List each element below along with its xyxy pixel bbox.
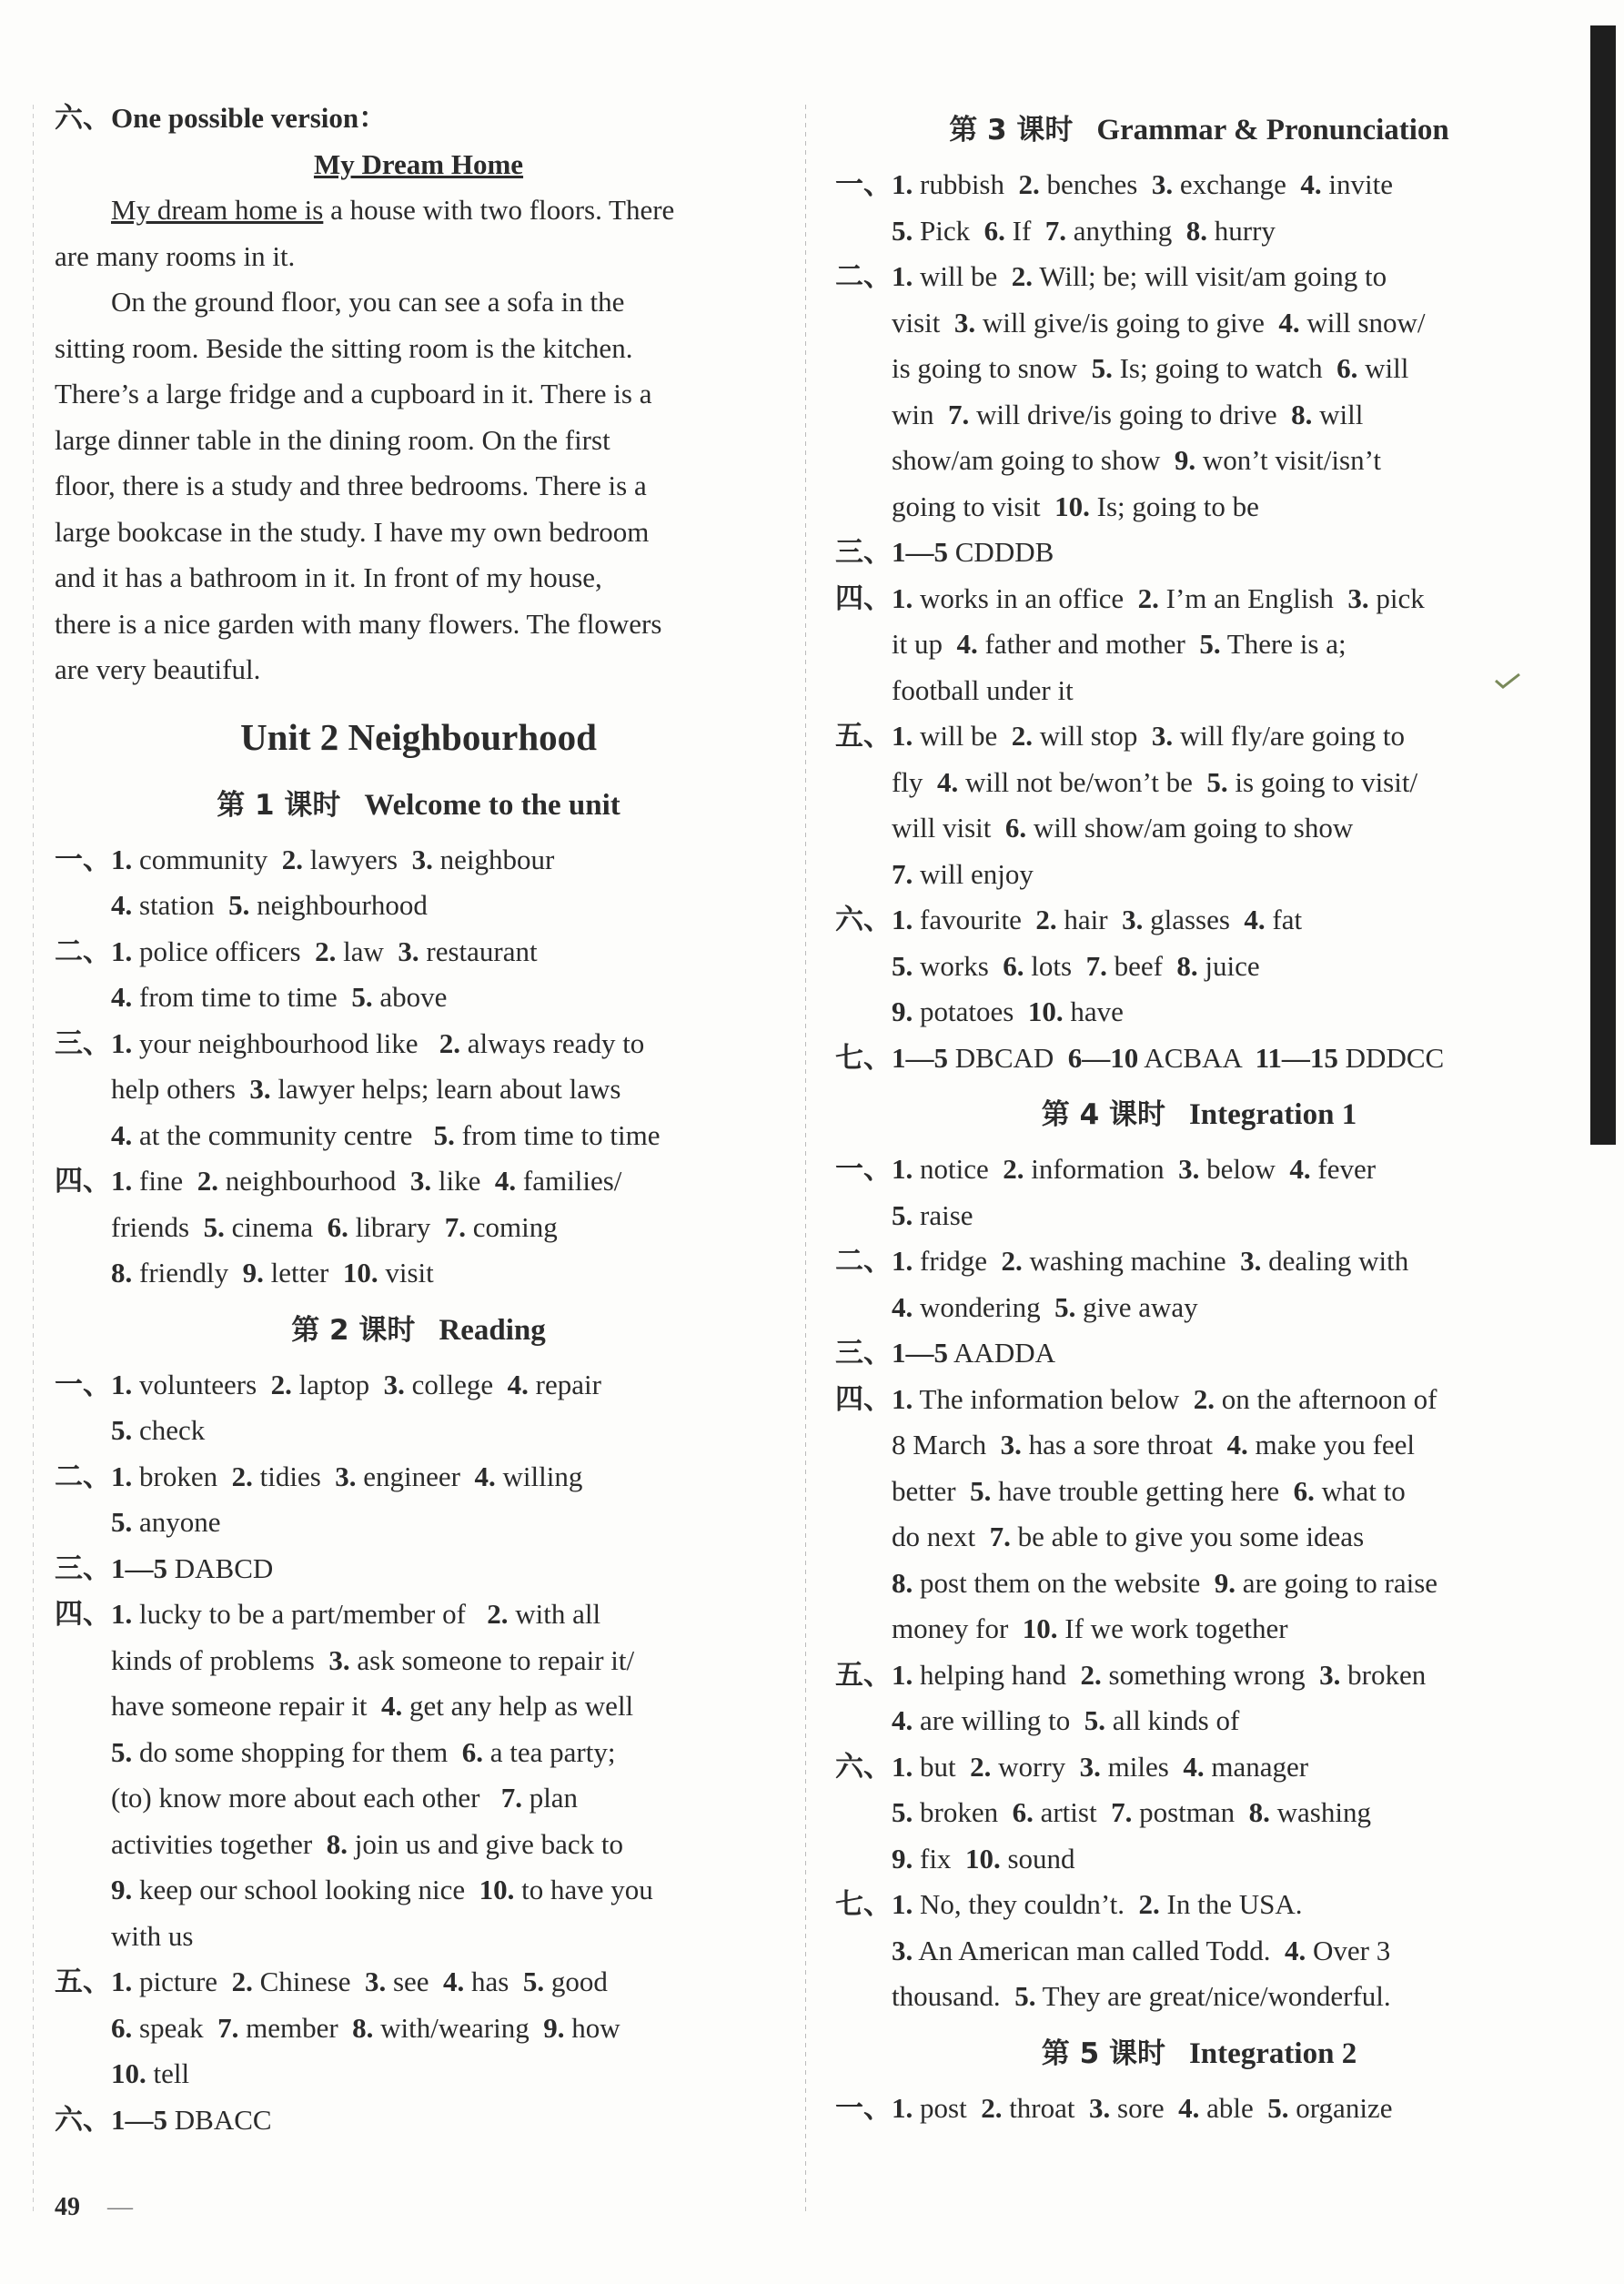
question-number: 六、 bbox=[835, 1750, 892, 1783]
answer-line bbox=[55, 837, 782, 884]
pen-check-mark-icon bbox=[1494, 672, 1521, 690]
answer-text: 5. raise bbox=[892, 1198, 973, 1231]
answer-text: (to) know more about each other 7. plan bbox=[111, 1782, 579, 1814]
answer-line bbox=[835, 668, 1563, 714]
question-number: 二、 bbox=[55, 1460, 111, 1492]
answer-text: 1. lucky to be a part/member of 2. with all bbox=[111, 1598, 601, 1630]
answer-line bbox=[835, 760, 1563, 806]
answer-line bbox=[55, 2006, 782, 2052]
answer-text: 1. fine 2. neighbourhood 3. like 4. families/ bbox=[111, 1165, 622, 1197]
question-number: 一、 bbox=[835, 168, 892, 200]
answer-text: 9. keep our school looking nice 10. to have you bbox=[111, 1874, 653, 1905]
answer-line bbox=[55, 1546, 782, 1592]
answer-text: 1. rubbish 2. benches 3. exchange 4. invite bbox=[892, 168, 1393, 200]
answer-text: 1. volunteers 2. laptop 3. college 4. repair bbox=[111, 1368, 601, 1400]
answer-line bbox=[835, 1698, 1563, 1744]
question-number: 四、 bbox=[55, 1598, 111, 1630]
answer-line bbox=[835, 346, 1563, 392]
answer-text: 8 March 3. has a sore throat 4. make you feel bbox=[892, 1429, 1416, 1460]
answer-text: will visit 6. will show/am going to show bbox=[892, 812, 1354, 844]
answer-line bbox=[835, 1285, 1563, 1331]
answer-line bbox=[55, 1454, 782, 1501]
answer-text: 6. speak 7. member 8. with/wearing 9. how bbox=[111, 2011, 620, 2044]
answer-line bbox=[835, 1974, 1563, 2020]
question-number: 七、 bbox=[835, 1888, 892, 1920]
answer-text: 1. favourite 2. hair 3. glasses 4. fat bbox=[892, 904, 1303, 935]
essay-line: sitting room. Beside the sitting room is the kitchen. bbox=[55, 331, 633, 364]
answer-text: 1. The information below 2. on the afternoon of bbox=[892, 1382, 1437, 1415]
essay-line: there is a nice garden with many flowers. The flowers bbox=[55, 607, 662, 640]
answer-line bbox=[835, 1036, 1563, 1082]
question-number: 七、 bbox=[835, 1041, 892, 1074]
answer-line bbox=[835, 713, 1563, 760]
answer-text: 1. community 2. lawyers 3. neighbour bbox=[111, 843, 555, 875]
answer-text: 1. but 2. worry 3. miles 4. manager bbox=[892, 1750, 1309, 1783]
answer-text: 1. post 2. throat 3. sore 4. able 5. organize bbox=[892, 2091, 1393, 2124]
question-number: 一、 bbox=[55, 843, 111, 875]
answer-line bbox=[55, 1362, 782, 1409]
answer-line bbox=[835, 1193, 1563, 1239]
answer-text: visit 3. will give/is going to give 4. will snow/ bbox=[892, 306, 1426, 339]
answer-text: 1—5 AADDA bbox=[892, 1337, 1055, 1369]
question-number: 五、 bbox=[835, 1658, 892, 1691]
answer-text: activities together 8. join us and give back to bbox=[111, 1827, 624, 1860]
question-number: 一、 bbox=[55, 1368, 111, 1400]
answer-text: 1. picture 2. Chinese 3. see 4. has 5. good bbox=[111, 1966, 608, 1997]
answer-line bbox=[55, 1158, 782, 1205]
essay-line: are very beautiful. bbox=[55, 653, 261, 685]
answer-text: 5. Pick 6. If 7. anything 8. hurry bbox=[892, 214, 1276, 247]
answer-line bbox=[55, 2097, 782, 2144]
answer-text: 3. An American man called Todd. 4. Over 3 bbox=[892, 1934, 1391, 1966]
answer-line bbox=[835, 1928, 1563, 1975]
answer-line bbox=[835, 530, 1563, 576]
answer-line bbox=[835, 1377, 1563, 1423]
answer-line bbox=[55, 1730, 782, 1776]
answer-text: 1—5 DBACC bbox=[111, 2103, 272, 2136]
question-number: 一、 bbox=[835, 2091, 892, 2124]
answer-line bbox=[835, 1561, 1563, 1607]
answer-line bbox=[55, 1205, 782, 1251]
lesson4-answers bbox=[835, 1147, 1563, 2020]
answer-text: friends 5. cinema 6. library 7. coming bbox=[111, 1210, 558, 1243]
answer-line bbox=[835, 1147, 1563, 1193]
answer-line bbox=[55, 1867, 782, 1914]
answer-text: thousand. 5. They are great/nice/wonderful. bbox=[892, 1980, 1391, 2012]
question-number: 五、 bbox=[55, 1966, 111, 1997]
answer-line bbox=[55, 1959, 782, 2006]
question-number: 二、 bbox=[835, 260, 892, 292]
page-edge-bar bbox=[1590, 25, 1616, 1145]
answer-text: 4. from time to time 5. above bbox=[111, 981, 448, 1013]
answer-line bbox=[55, 1250, 782, 1297]
answer-line bbox=[55, 1021, 782, 1067]
essay-underlined: My dream home is bbox=[111, 194, 324, 226]
answer-text: with us bbox=[111, 1919, 194, 1952]
answer-line bbox=[835, 484, 1563, 531]
lesson-heading: 第 2 课时 Reading bbox=[291, 1313, 546, 1347]
answer-line bbox=[55, 883, 782, 929]
answer-text: going to visit 10. Is; going to be bbox=[892, 490, 1259, 522]
question-number: 三、 bbox=[55, 1551, 111, 1584]
page-number-dash: — bbox=[107, 2193, 133, 2221]
answer-text: 10. tell bbox=[111, 2057, 190, 2089]
answer-line bbox=[835, 1330, 1563, 1377]
answer-text: 1. helping hand 2. something wrong 3. broken bbox=[892, 1658, 1427, 1691]
answer-line bbox=[835, 1652, 1563, 1699]
answer-line bbox=[55, 2051, 782, 2097]
essay-line: My dream home is a house with two floors. There bbox=[111, 194, 675, 226]
answer-line bbox=[835, 1790, 1563, 1836]
answer-line bbox=[835, 1882, 1563, 1928]
answer-line bbox=[55, 975, 782, 1021]
lesson1-answers bbox=[55, 837, 782, 1297]
answer-text: 4. wondering 5. give away bbox=[892, 1290, 1198, 1323]
answer-line bbox=[835, 1744, 1563, 1791]
answer-text: 7. will enjoy bbox=[892, 857, 1034, 890]
answer-text: it up 4. father and mother 5. There is a; bbox=[892, 628, 1347, 660]
answer-text: have someone repair it 4. get any help as well bbox=[111, 1690, 634, 1722]
essay-title: My Dream Home bbox=[313, 147, 524, 180]
answer-line bbox=[55, 1066, 782, 1113]
answer-line bbox=[835, 1514, 1563, 1561]
answer-text: 1—5 DABCD bbox=[111, 1551, 274, 1584]
answer-line bbox=[835, 989, 1563, 1036]
answer-text: do next 7. be able to give you some ideas bbox=[892, 1521, 1365, 1552]
answer-line bbox=[55, 1592, 782, 1638]
essay-intro: 六、One possible version： bbox=[55, 102, 388, 134]
answer-line bbox=[835, 897, 1563, 944]
answer-text: 1. broken 2. tidies 3. engineer 4. willing bbox=[111, 1460, 583, 1492]
essay-line: There’s a large fridge and a cupboard in it. There is a bbox=[55, 378, 652, 409]
answer-text: better 5. have trouble getting here 6. what to bbox=[892, 1474, 1406, 1507]
answer-line bbox=[835, 1238, 1563, 1285]
answer-line bbox=[835, 1606, 1563, 1652]
question-number: 三、 bbox=[835, 1337, 892, 1369]
essay-line: large dinner table in the dining room. On the first bbox=[55, 423, 610, 456]
answer-line bbox=[835, 1422, 1563, 1469]
right-column bbox=[835, 107, 1563, 2131]
essay-line: On the ground floor, you can see a sofa in the bbox=[111, 286, 625, 318]
answer-line bbox=[55, 1638, 782, 1684]
answer-text: 4. are willing to 5. all kinds of bbox=[892, 1704, 1240, 1736]
answer-text: 1. police officers 2. law 3. restaurant bbox=[111, 935, 538, 967]
answer-line bbox=[835, 852, 1563, 898]
answer-line bbox=[835, 805, 1563, 852]
lesson5-answers bbox=[835, 2086, 1563, 2132]
lesson-heading: 第 3 课时 Grammar & Pronunciation bbox=[949, 114, 1449, 147]
lesson2-answers bbox=[55, 1362, 782, 2144]
answer-text: 5. check bbox=[111, 1414, 206, 1446]
essay-line: large bookcase in the study. I have my own bedroom bbox=[55, 515, 650, 548]
question-number: 四、 bbox=[835, 581, 892, 614]
answer-line bbox=[835, 576, 1563, 622]
answer-text: 1. will be 2. Will; be; will visit/am going to bbox=[892, 260, 1387, 292]
answer-text: 8. post them on the website 9. are going to raise bbox=[892, 1566, 1438, 1599]
question-number: 六、 bbox=[835, 904, 892, 935]
answer-line bbox=[55, 1775, 782, 1822]
answer-text: 4. at the community centre 5. from time to time bbox=[111, 1118, 661, 1151]
essay-body bbox=[55, 187, 782, 693]
answer-text: 5. anyone bbox=[111, 1506, 221, 1538]
left-column bbox=[55, 96, 782, 2143]
essay-line: floor, there is a study and three bedrooms. There is a bbox=[55, 470, 647, 501]
answer-text: 5. works 6. lots 7. beef 8. juice bbox=[892, 949, 1260, 982]
answer-text: 5. broken 6. artist 7. postman 8. washing bbox=[892, 1796, 1371, 1828]
answer-text: money for 10. If we work together bbox=[892, 1612, 1288, 1644]
answer-text: help others 3. lawyer helps; learn about laws bbox=[111, 1073, 621, 1105]
answer-text: 8. friendly 9. letter 10. visit bbox=[111, 1257, 434, 1289]
question-number: 二、 bbox=[835, 1245, 892, 1277]
question-number: 二、 bbox=[55, 935, 111, 967]
answer-line bbox=[55, 1408, 782, 1454]
answer-line bbox=[835, 1836, 1563, 1883]
answer-line bbox=[55, 1683, 782, 1730]
question-number: 四、 bbox=[835, 1382, 892, 1415]
question-number: 三、 bbox=[55, 1026, 111, 1059]
lesson-heading: 第 5 课时 Integration 2 bbox=[1041, 2036, 1357, 2070]
column-divider bbox=[805, 105, 806, 2211]
answer-text: 1. works in an office 2. I’m an English 3. pick bbox=[892, 581, 1425, 614]
answer-text: football under it bbox=[892, 673, 1074, 706]
answer-text: kinds of problems 3. ask someone to repair it/ bbox=[111, 1643, 635, 1676]
answer-text: 1. notice 2. information 3. below 4. fever bbox=[892, 1153, 1377, 1185]
answer-line bbox=[835, 2086, 1563, 2132]
answer-line bbox=[835, 944, 1563, 990]
lesson-heading: 第 4 课时 Integration 1 bbox=[1041, 1098, 1357, 1131]
question-number: 四、 bbox=[55, 1165, 111, 1197]
unit-title: Unit 2 Neighbourhood bbox=[240, 715, 597, 758]
answer-line bbox=[55, 929, 782, 975]
answer-line bbox=[835, 622, 1563, 668]
answer-line bbox=[835, 208, 1563, 255]
question-number: 六、 bbox=[55, 2103, 111, 2136]
answer-text: win 7. will drive/is going to drive 8. will bbox=[892, 398, 1364, 430]
answer-text: 1—5 CDDDB bbox=[892, 536, 1054, 568]
essay-line: are many rooms in it. bbox=[55, 239, 296, 272]
answer-text: 1—5 DBCAD 6—10 ACBAA 11—15 DDDCC bbox=[892, 1041, 1445, 1074]
answer-text: fly 4. will not be/won’t be 5. is going to visit/ bbox=[892, 765, 1418, 798]
answer-line bbox=[55, 1500, 782, 1546]
answer-text: 9. fix 10. sound bbox=[892, 1842, 1075, 1875]
answer-text: 1. your neighbourhood like 2. always ready to bbox=[111, 1026, 645, 1059]
left-margin-rule bbox=[33, 105, 34, 2211]
question-number: 三、 bbox=[835, 536, 892, 568]
question-number: 五、 bbox=[835, 720, 892, 752]
question-number: 一、 bbox=[835, 1153, 892, 1185]
answer-text: 9. potatoes 10. have bbox=[892, 995, 1124, 1027]
answer-line bbox=[55, 1113, 782, 1159]
answer-line bbox=[835, 254, 1563, 300]
answer-line bbox=[55, 1914, 782, 1960]
answer-text: is going to snow 5. Is; going to watch 6. will bbox=[892, 352, 1409, 384]
answer-line bbox=[55, 1822, 782, 1868]
answer-line bbox=[835, 300, 1563, 347]
answer-line bbox=[835, 1469, 1563, 1515]
answer-text: show/am going to show 9. won’t visit/isn’t bbox=[892, 444, 1381, 476]
answer-text: 1. will be 2. will stop 3. will fly/are going to bbox=[892, 720, 1405, 752]
answer-text: 1. No, they couldn’t. 2. In the USA. bbox=[892, 1888, 1303, 1920]
answer-line bbox=[835, 392, 1563, 439]
page-number: 49 bbox=[55, 2193, 80, 2221]
answer-line bbox=[835, 162, 1563, 208]
answer-text: 4. station 5. neighbourhood bbox=[111, 889, 428, 921]
answer-text: 1. fridge 2. washing machine 3. dealing with bbox=[892, 1245, 1409, 1277]
lesson-heading: 第 1 课时 Welcome to the unit bbox=[217, 788, 620, 822]
lesson3-answers bbox=[835, 162, 1563, 1081]
answer-line bbox=[835, 438, 1563, 484]
essay-line: and it has a bathroom in it. In front of my house, bbox=[55, 561, 602, 593]
answer-text: 5. do some shopping for them 6. a tea party; bbox=[111, 1735, 616, 1768]
